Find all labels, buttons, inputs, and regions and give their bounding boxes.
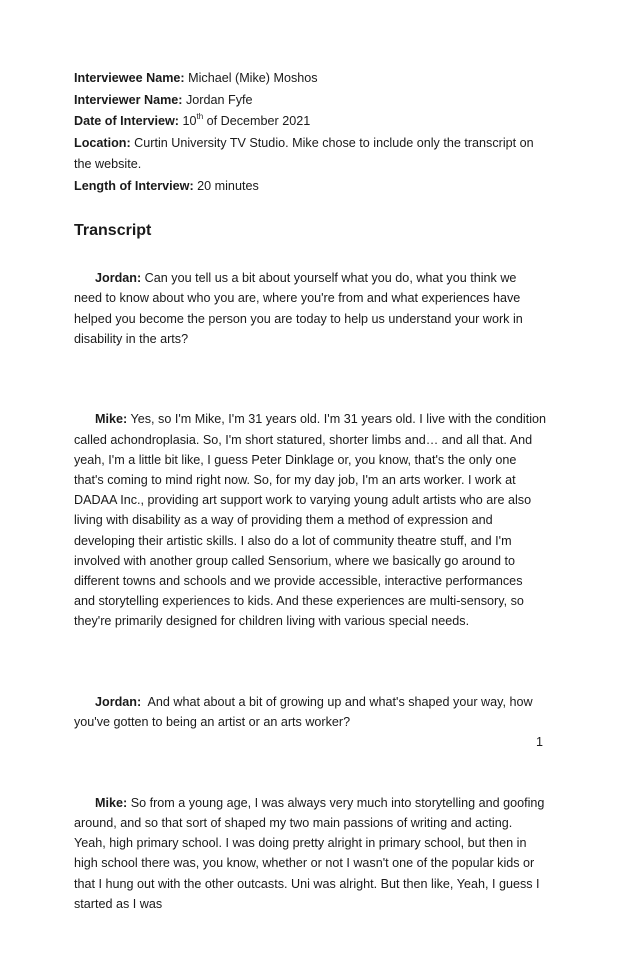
section-heading: Transcript — [74, 222, 152, 239]
interviewee-label: Interviewee Name: — [74, 71, 185, 85]
date-rest: of December 2021 — [203, 114, 311, 128]
utterance-text: Yes, so I'm Mike, I'm 31 years old. I'm 31 years old. I live with the condition called achondroplasia. So, I'm short statured, shorter limbs and… and all that. And yeah, I'm a little bit like, I guess Peter Dinklage or, you know, that's the only one that's coming to mind right now. So, for my day job, I'm an arts worker. I work at DADAA Inc., providing art support work to varying young adult artists who are also living with disability as a way of providing them a method of expression and developing their artistic skills. I also do a lot of community theatre stuff, and I'm involved with another group called Sensorium, where we basically go around to different towns and schools and we provide accessible, interactive performances and storytelling experiences to kids. And these experiences are multi-sensory, so they're primarily designed for children living with various special needs. — [74, 412, 550, 629]
date-day: 10 — [178, 114, 197, 128]
interviewer-row — [74, 90, 554, 112]
length-value: 20 minutes — [193, 178, 259, 193]
utterance-text: Can you tell us a bit about yourself what you do, what you think we need to know about who you are, where you're from and what experiences have helped you become the person you are today to help us understand your work in disability in the arts? — [74, 271, 527, 346]
transcript-paragraph — [74, 248, 546, 369]
transcript-body — [74, 248, 550, 954]
interviewee-value: Michael (Mike) Moshos — [184, 71, 318, 85]
transcript-paragraph — [74, 389, 550, 652]
length-label: Length of Interview: — [74, 178, 194, 193]
location-value: Curtin University TV Studio. Mike chose to include only the transcript on the website. — [74, 135, 534, 171]
transcript-paragraph — [74, 672, 546, 753]
transcript-paragraph — [74, 773, 546, 935]
speaker-label: Mike: — [95, 795, 128, 810]
speaker-label: Jordan: — [95, 695, 142, 710]
date-label: Date of Interview: — [74, 114, 179, 128]
utterance-text: And what about a bit of growing up and what's shaped your way, how you've gotten to being an artist or an arts worker? — [74, 695, 537, 730]
page-number: 1 — [536, 735, 544, 749]
location-label: Location: — [74, 135, 131, 150]
length-row — [74, 176, 554, 198]
interviewer-value: Jordan Fyfe — [182, 92, 253, 107]
speaker-label: Mike: — [95, 412, 128, 427]
interview-metadata — [74, 68, 554, 197]
date-row — [74, 111, 554, 133]
speaker-label: Jordan: — [95, 271, 142, 286]
interviewee-row — [74, 68, 554, 90]
date-ordinal: th — [196, 111, 204, 121]
interviewer-label: Interviewer Name: — [74, 92, 183, 107]
utterance-text: So from a young age, I was always very much into storytelling and goofing around, and so that sort of shaped my two main passions of writing and acting. Yeah, high primary school. I was doing pretty alright in primary school, but then in high school there was, you know, whether or not I wasn't one of the popular kids or that I hung out with the other outcasts. Uni was alright. But then like, Yeah, I guess I started as I was — [74, 795, 548, 911]
location-row — [74, 133, 554, 176]
